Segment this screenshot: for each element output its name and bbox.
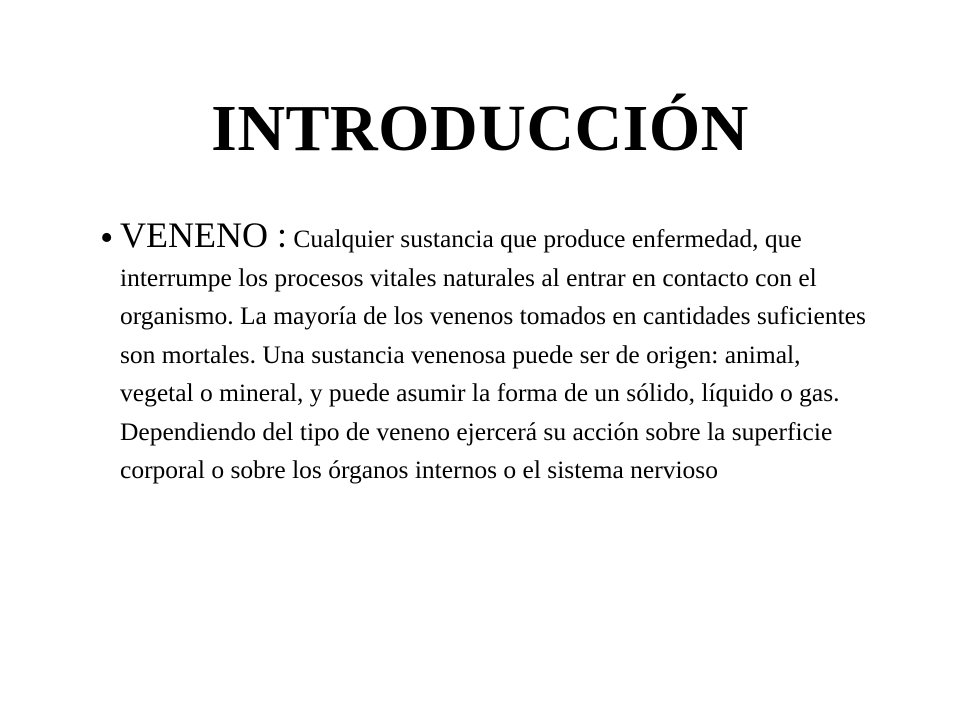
bullet-term: VENENO : — [120, 215, 287, 255]
slide-title: INTRODUCCIÓN — [211, 92, 749, 165]
bullet-text — [120, 216, 880, 490]
bullet-item — [100, 216, 900, 490]
bullet-definition: Cualquier sustancia que produce enfermedad, que interrumpe los procesos vitales naturales al entrar en contacto con el organismo. La mayoría de los venenos tomados en cantidades suficientes son mortales. Una sustancia venenosa puede ser de origen: animal, vegetal o mineral, y puede asumir la forma de un sólido, líquido o gas. Dependiendo del tipo de veneno ejercerá su acción sobre la superficie corporal o sobre los órganos internos o el sistema nervioso — [120, 224, 866, 484]
bullet-dot-icon: • — [100, 217, 114, 259]
